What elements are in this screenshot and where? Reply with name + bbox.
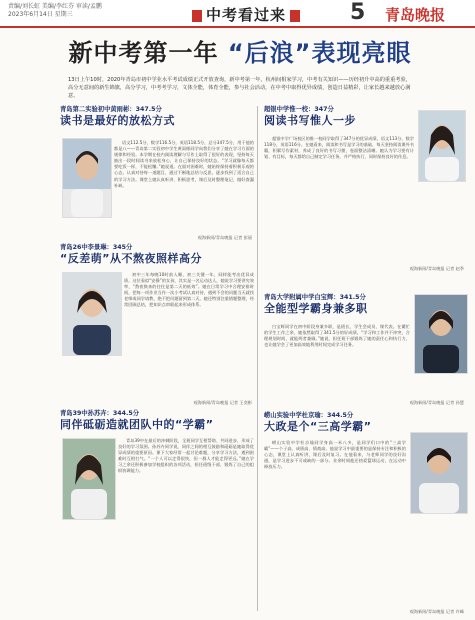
article-wei-yixiao — [264, 106, 424, 128]
photo-sun-suhui — [62, 438, 116, 520]
article-li-jinglin — [60, 244, 250, 266]
article-body: 初中三年每晚10时前入睡，初三关键一年，同样能考出优异成绩。这位看似“安静”的女孩，其实是一名运动达人，她说学习要讲究效率，“熬夜换来的往往是第二天的低效”。她在日常学习中合理安排时间，把每一项作业当作一次小考试认真对待，遇到不会的问题当天就找老师或同学请教，绝不把问题留到第二天。她还特别注重错题整理，经常回顾总结，把知识点串联起来形成体系。 — [124, 272, 254, 308]
header-meta-editors: 责编/刘长虹 美编/李红芬 审读/孟鹏 — [8, 3, 102, 10]
article-byline: 观海新闻/青岛晚报 记者 彭丽 — [197, 235, 252, 240]
article-body: 青岛39中在最后的冲刺阶段，全班同学互相帮助、共同进步，形成了良好的学习氛围。孙苏卉同学说，同伴之间的相互鼓励和砥砺是她取得优异成绩的重要原因。课下大家经常一起讨论难题，分享学习方法，遇到困难时互相打气。“一个人可以走得很快，但一群人才能走得更远。”她在学习之余还积极参加学校组织的各项活动，担任班级干部，锻炼了自己的组织协调能力。 — [118, 438, 254, 474]
article-body: 超银中学广场校区的惟一校同学取得了347分的优异成绩。语文113分，数学118分，英语116分。在她看来，阅读和书写是学习的基础，每天坚持阅读课外书籍，积累写作素材，养成了良好的书写习惯，卷面整洁清晰。她认为学习要有计划、有目标，每天都给自己制定学习任务，并严格执行，同时保持良好的作息。 — [264, 136, 414, 160]
section-marker-icon — [192, 10, 202, 22]
article-body: 白宝辉同学在初中阶段身兼多职，是班长、学生会成员、课代表。在繁忙的学生工作之余，她依然取得了341.5分的好成绩。“学习和工作并不冲突，合理规划时间，就能两者兼顾。”她说，担任班干部锻炼了她的责任心和执行力，也让她学会了更加高效地利用时间完成学习任务。 — [264, 324, 410, 348]
article-body-continued — [264, 532, 466, 608]
page-headline — [60, 28, 420, 78]
article-byline: 观海新闻/青岛晚报 记者 孙慧 — [409, 400, 464, 405]
article-byline: 观海新闻/青岛晚报 记者 王奕彬 — [193, 400, 252, 405]
portrait-photo — [415, 295, 467, 373]
section-title — [188, 4, 304, 25]
headline-part1: 新中考第一年 — [68, 39, 219, 67]
article-body: 语文112.5分，数学116.5分，英语118.5分，总分347.5分，用于他的都是八——青岛第二实验初中学生黄雨彬同学向我们分享了她在学习方面的规律和经验。本学期在校内阅读理解与写作上取得了很好的表现，坚持每天抽出一段时间读书来放松身心，让自己保持良好的状态。“学习就像每天都要吃饭一样，不能松懈。”她说道。在面对困难时，她始终保持着积极乐观的心态，认真对待每一道题目，通过不断地总结与反思，逐步找到了适合自己的学习方法。课堂上她认真听讲、积极思考，课后及时整理笔记，做好查漏补缺。 — [114, 140, 254, 188]
article-bai-baohui — [264, 294, 424, 316]
article-body: 崂山实验中学杜京瑜同学身高一米八多，是同学们口中的“三高学霸”——个子高、成绩高、情商高。他说学习中最重要的是保持专注和积极的心态，课堂上认真听讲，课后及时复习。在他看来，与老师同学的良好沟通，是学习进步不可或缺的一部分。业余时间他还热爱篮球运动，在运动中释放压力。 — [264, 440, 406, 470]
section-marker-icon — [290, 10, 300, 22]
portrait-photo — [63, 273, 121, 355]
article-du-jingyu — [264, 412, 424, 434]
article-body-continued — [62, 520, 254, 608]
header-meta-date: 2023年6月14日 星期三 — [8, 11, 73, 18]
article-kicker: 超银中学惟一校：347分 — [264, 106, 334, 113]
article-body-continued — [62, 356, 254, 398]
article-byline: 观海新闻/青岛晚报 记者 许峰 — [409, 609, 464, 614]
section-title-text: 中考看过来 — [206, 6, 287, 24]
page-number: 5 — [350, 0, 366, 25]
page-header — [0, 0, 475, 28]
portrait-photo — [63, 439, 115, 519]
headline-part2: “后浪”表现亮眼 — [227, 39, 412, 67]
photo-wei-yixiao — [418, 110, 466, 182]
portrait-photo — [419, 111, 465, 181]
photo-du-jingyu — [410, 432, 468, 514]
article-byline: 观海新闻/青岛晚报 记者 赵季 — [409, 266, 464, 271]
column-divider — [257, 106, 258, 611]
article-title: “反差萌”从不熬夜照样高分 — [60, 252, 202, 265]
photo-huang-yubin — [62, 138, 112, 218]
photo-li-jinglin — [62, 272, 122, 356]
article-kicker: 青岛39中孙苏卉：344.5分 — [60, 410, 140, 417]
photo-bai-baohui — [414, 294, 468, 374]
lead-summary: 13日上午10时，2020年青岛市初中学业水平考试成绩正式开放查询，新中考第一年，杭州间相家学习，中考有关知识——历经初升中高的重重考验，高分无意间的新生锦旗，高分学习，中考考学习，文体全能，体育全能，参与社会活动，在中考中取得优异成绩，创造日益精彩，让家长越来越放心满意。 — [68, 77, 411, 99]
portrait-photo — [411, 433, 467, 513]
article-kicker: 青岛大学附属中学白宝辉：341.5分 — [264, 294, 366, 301]
article-title: 大政是个“三高学霸” — [264, 420, 372, 433]
article-title: 全能型学霸身兼多职 — [264, 302, 368, 315]
article-title: 阅读书写惟人一步 — [264, 114, 356, 127]
article-body-extra — [62, 220, 110, 234]
newspaper-logo: 青岛晚报 — [385, 6, 446, 24]
article-kicker: 青岛26中李景琳：345分 — [60, 244, 133, 251]
article-sun-suhui — [60, 410, 250, 432]
article-kicker: 青岛第二实验初中黄雨彬：347.5分 — [60, 106, 162, 113]
article-title: 读书是最好的放松方式 — [60, 114, 175, 127]
article-title: 同伴砥砺造就团队中的“学霸” — [60, 418, 214, 431]
header-meta — [8, 3, 102, 19]
article-huang-yubin — [60, 106, 250, 128]
portrait-photo — [63, 139, 111, 217]
article-kicker: 崂山实验中学杜京瑜：344.5分 — [264, 412, 354, 419]
